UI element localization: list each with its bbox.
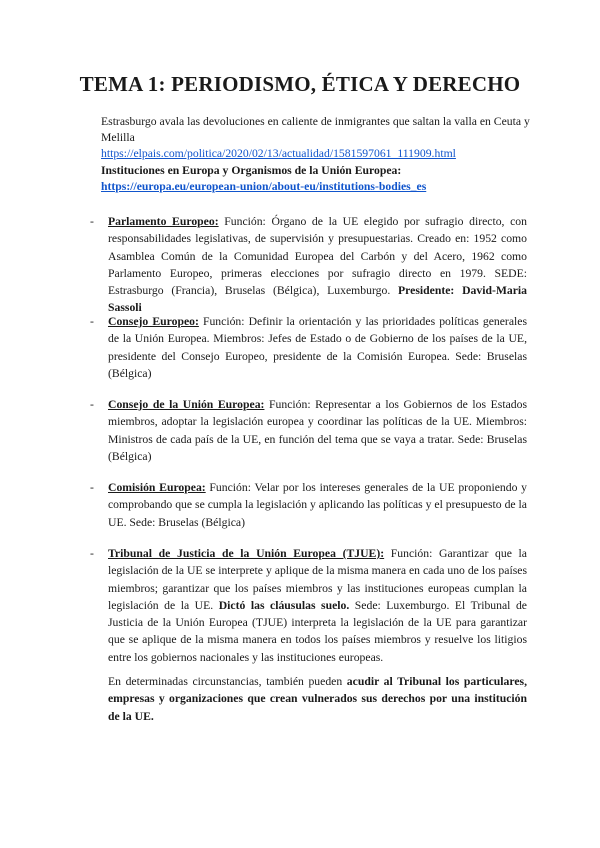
item-text: Función: Garantizar que la legislación de la UE se interprete y aplique de la misma manera en cada uno de los países miembros; garantizar que los países miembros y las instituciones europeas cumplan la legislación de la UE.	[108, 547, 527, 612]
news-headline: Estrasburgo avala las devoluciones en caliente de inmigrantes que saltan la valla en Ceuta y Melilla	[101, 115, 530, 144]
item-name: Parlamento Europeo:	[108, 215, 219, 228]
item-name: Comisión Europea:	[108, 481, 206, 494]
list-item-parlamento	[108, 213, 527, 317]
closing-text: En determinadas circunstancias, también pueden	[108, 675, 347, 688]
closing-bold: acudir al Tribunal los particulares, empresas y organizaciones que crean vulnerados sus derechos por una institución de la UE.	[108, 675, 527, 723]
item-text-continued: Sede: Luxemburgo. El Tribunal de Justicia de la Unión Europea (TJUE) interpreta la legislación de la UE para garantizar que se aplique de la misma manera en todos los países miembros y resuelve los litigios entre los gobiernos nacionales y las instituciones europeas.	[108, 598, 527, 664]
item-text: Función: Órgano de la UE elegido por sufragio directo, con responsabilidades legislativas, de supervisión y presupuestarias. Creado en: 1952 como Asamblea Común de la Comunidad Europea del Carbón y del Acero, 1962 como Parlamento Europeo, primeras elecciones por sufragio directo en 1979. SEDE: Estrasburgo (Francia), Bruselas (Bélgica), Luxemburgo.	[108, 215, 527, 298]
item-name: Consejo de la Unión Europea:	[108, 398, 265, 411]
list-item-consejo-europeo	[108, 313, 527, 382]
bullet-marker: -	[90, 481, 94, 494]
list-item-comision	[108, 479, 527, 531]
institutions-title: Instituciones en Europa y Organismos de la Unión Europea:	[101, 164, 402, 177]
item-highlight: Dictó las cláusulas suelo.	[218, 598, 350, 612]
bullet-marker: -	[90, 315, 94, 328]
list-item-consejo-ue	[108, 396, 527, 465]
bullet-marker: -	[90, 215, 94, 228]
bullet-marker: -	[90, 547, 94, 560]
institutions-link[interactable]: https://europa.eu/european-union/about-eu/institutions-bodies_es	[101, 180, 427, 193]
intro-paragraph	[101, 114, 541, 162]
item-president: Presidente: David-Maria Sassoli	[108, 284, 527, 315]
page-title: TEMA 1: PERIODISMO, ÉTICA Y DERECHO	[79, 72, 521, 96]
bullet-marker: -	[90, 398, 94, 411]
item-text: Función: Representar a los Gobiernos de los Estados miembros, adoptar la legislación europea y coordinar las políticas de la UE. Miembros: Ministros de cada país de la UE, en función del tema que se vaya a tratar. Sede: Bruselas (Bélgica)	[108, 398, 527, 463]
item-name: Consejo Europeo:	[108, 315, 199, 328]
institutions-heading	[101, 163, 541, 195]
item-text: Función: Definir la orientación y las prioridades políticas generales de la Unión Europea. Miembros: Jefes de Estado o de Gobierno de los países de la UE, presidente del Consejo Europeo, presidente de la Comisión Europea. Sede: Bruselas (Bélgica)	[108, 315, 527, 380]
item-name: Tribunal de Justicia de la Unión Europea (TJUE):	[108, 547, 385, 560]
item-text: Función: Velar por los intereses generales de la UE proponiendo y comprobando que se cumpla la legislación y aplicando las políticas y el presupuesto de la UE. Sede: Bruselas (Bélgica)	[108, 481, 527, 529]
list-item-tribunal	[108, 545, 527, 666]
closing-paragraph	[108, 673, 527, 725]
news-link[interactable]: https://elpais.com/politica/2020/02/13/actualidad/1581597061_111909.html	[101, 147, 456, 160]
